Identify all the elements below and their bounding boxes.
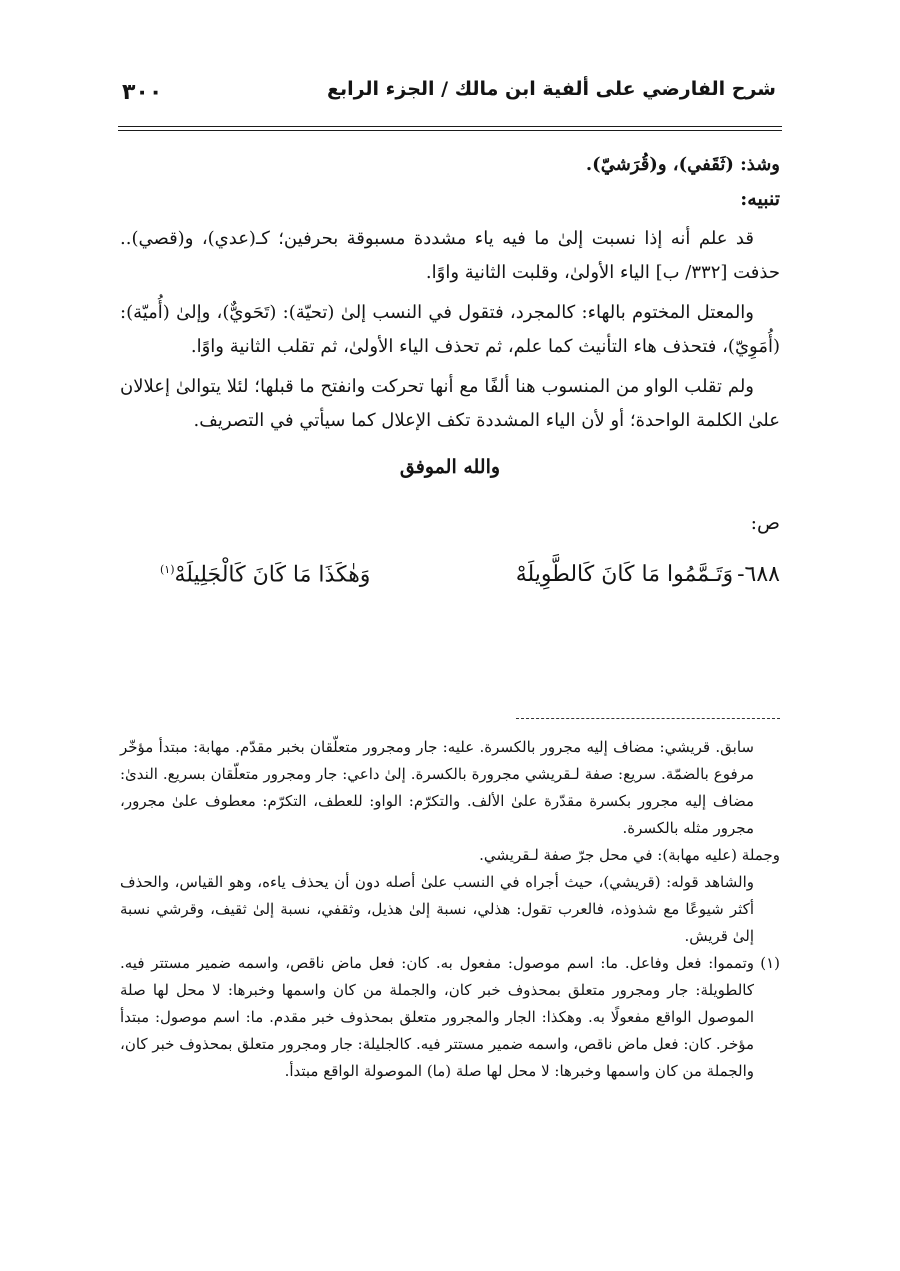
section-heading: تنبيه: — [740, 188, 780, 210]
paragraph-1: قد علم أنه إذا نسبت إلىٰ ما فيه ياء مشددة مسبوقة بحرفين؛ كـ(عدي)، و(قصي).. حذفت [٣٣٢/ ب] الياء الأولىٰ، وقلبت الثانية واوًا. — [120, 228, 780, 283]
header-rule-double — [118, 130, 782, 131]
page-number: ٣٠٠ — [122, 80, 163, 105]
footnotes — [120, 734, 780, 1085]
verse-second-hemistich — [120, 550, 370, 595]
closing-phrase: والله الموفق — [399, 456, 501, 478]
verse-line — [120, 550, 780, 595]
footnote-sentence: وجملة (عليه مهابة): في محل جرّ صفة لـقريشي. — [479, 846, 780, 864]
verse-number: ٦٨٨- — [737, 562, 780, 588]
running-header — [118, 78, 782, 118]
verse-label: ص: — [750, 512, 780, 534]
main-text — [120, 148, 780, 595]
paragraph-3: ولم تقلب الواو من المنسوب هنا ألفًا مع أنها تحركت وانفتح ما قبلها؛ لئلا يتوالىٰ إعلالان علىٰ الكلمة الواحدة؛ أو لأن الياء المشددة تكف الإعلال كما سيأتي في التصريف. — [120, 376, 780, 431]
footnote-1-marker: (١) — [760, 954, 780, 972]
footnote-continued: سابق. قريشي: مضاف إليه مجرور بالكسرة. عليه: جار ومجرور متعلّقان بخبر مقدّم. مهابة: مبتدأ مؤخّر مرفوع بالضمّة. سريع: صفة لـقريشي مجرورة بالكسرة. إلىٰ داعي: جار ومجرور متعلّقان بسريع. الندىٰ: مضاف إليه مجرور بكسرة مقدّرة علىٰ الألف. والتكرّم: الواو: للعطف، التكرّم: معطوف علىٰ مجرور، مجرور مثله بالكسرة. — [120, 738, 754, 837]
paragraph-2: والمعتل المختوم بالهاء: كالمجرد، فتقول في النسب إلىٰ (تحيّة): (تَحَويٌّ)، وإلىٰ (أُميّة): (أُمَوِيّ)، فتحذف هاء التأنيث كما علم، ثم تحذف الياء الأولىٰ، ثم تقلب الثانية واوًا. — [120, 302, 780, 357]
verse-second-half: وَهٰكَذَا مَا كَانَ كَالْجَلِيلَهْ — [174, 562, 371, 588]
text-line-intro: وشذ: (ثَقَفي)، و(قُرَشيّ). — [585, 154, 780, 175]
footnote-1-text: وتمموا: فعل وفاعل. ما: اسم موصول: مفعول به. كان: فعل ماض ناقص، واسمه ضمير مستتر فيه. كالطويلة: جار ومجرور متعلق بمحذوف خبر كان، والجملة من كان واسمها وخبرها: لا محل لها صلة الموصول الواقع مفعولًا به. وهكذا: الجار والمجرور متعلق بمحذوف خبر مقدم. ما: اسم موصول: مبتدأ مؤخر. كان: فعل ماض ناقص، واسمه ضمير مستتر فيه. كالجليلة: جار ومجرور متعلق بمحذوف خبر كان، والجملة من كان واسمها وخبرها: لا محل لها صلة (ما) الموصولة الواقع مبتدأ. — [120, 954, 754, 1080]
verse-first-hemistich — [516, 555, 780, 595]
footnote-separator — [516, 718, 780, 719]
footnote-witness: والشاهد قوله: (قريشي)، حيث أجراه في النسب علىٰ أصله دون أن يحذف ياءه، وهو القياس، والحذف أكثر شيوعًا مع شذوذه، فالعرب تقول: هذلي، نسبة إلىٰ هذيل، وثقفي، نسبة إلىٰ ثقيف، وقرشي نسبة إلىٰ قريش. — [120, 873, 754, 945]
verse-first-half: وَتَـمَّمُوا مَا كَانَ كَالطَّوِيلَهْ — [515, 562, 734, 588]
header-title: شرح الفارضي على ألفية ابن مالك / الجزء الرابع — [326, 78, 776, 100]
footnote-1 — [120, 950, 780, 1085]
header-rule — [118, 126, 782, 127]
footnote-reference[interactable]: (١) — [160, 563, 175, 576]
